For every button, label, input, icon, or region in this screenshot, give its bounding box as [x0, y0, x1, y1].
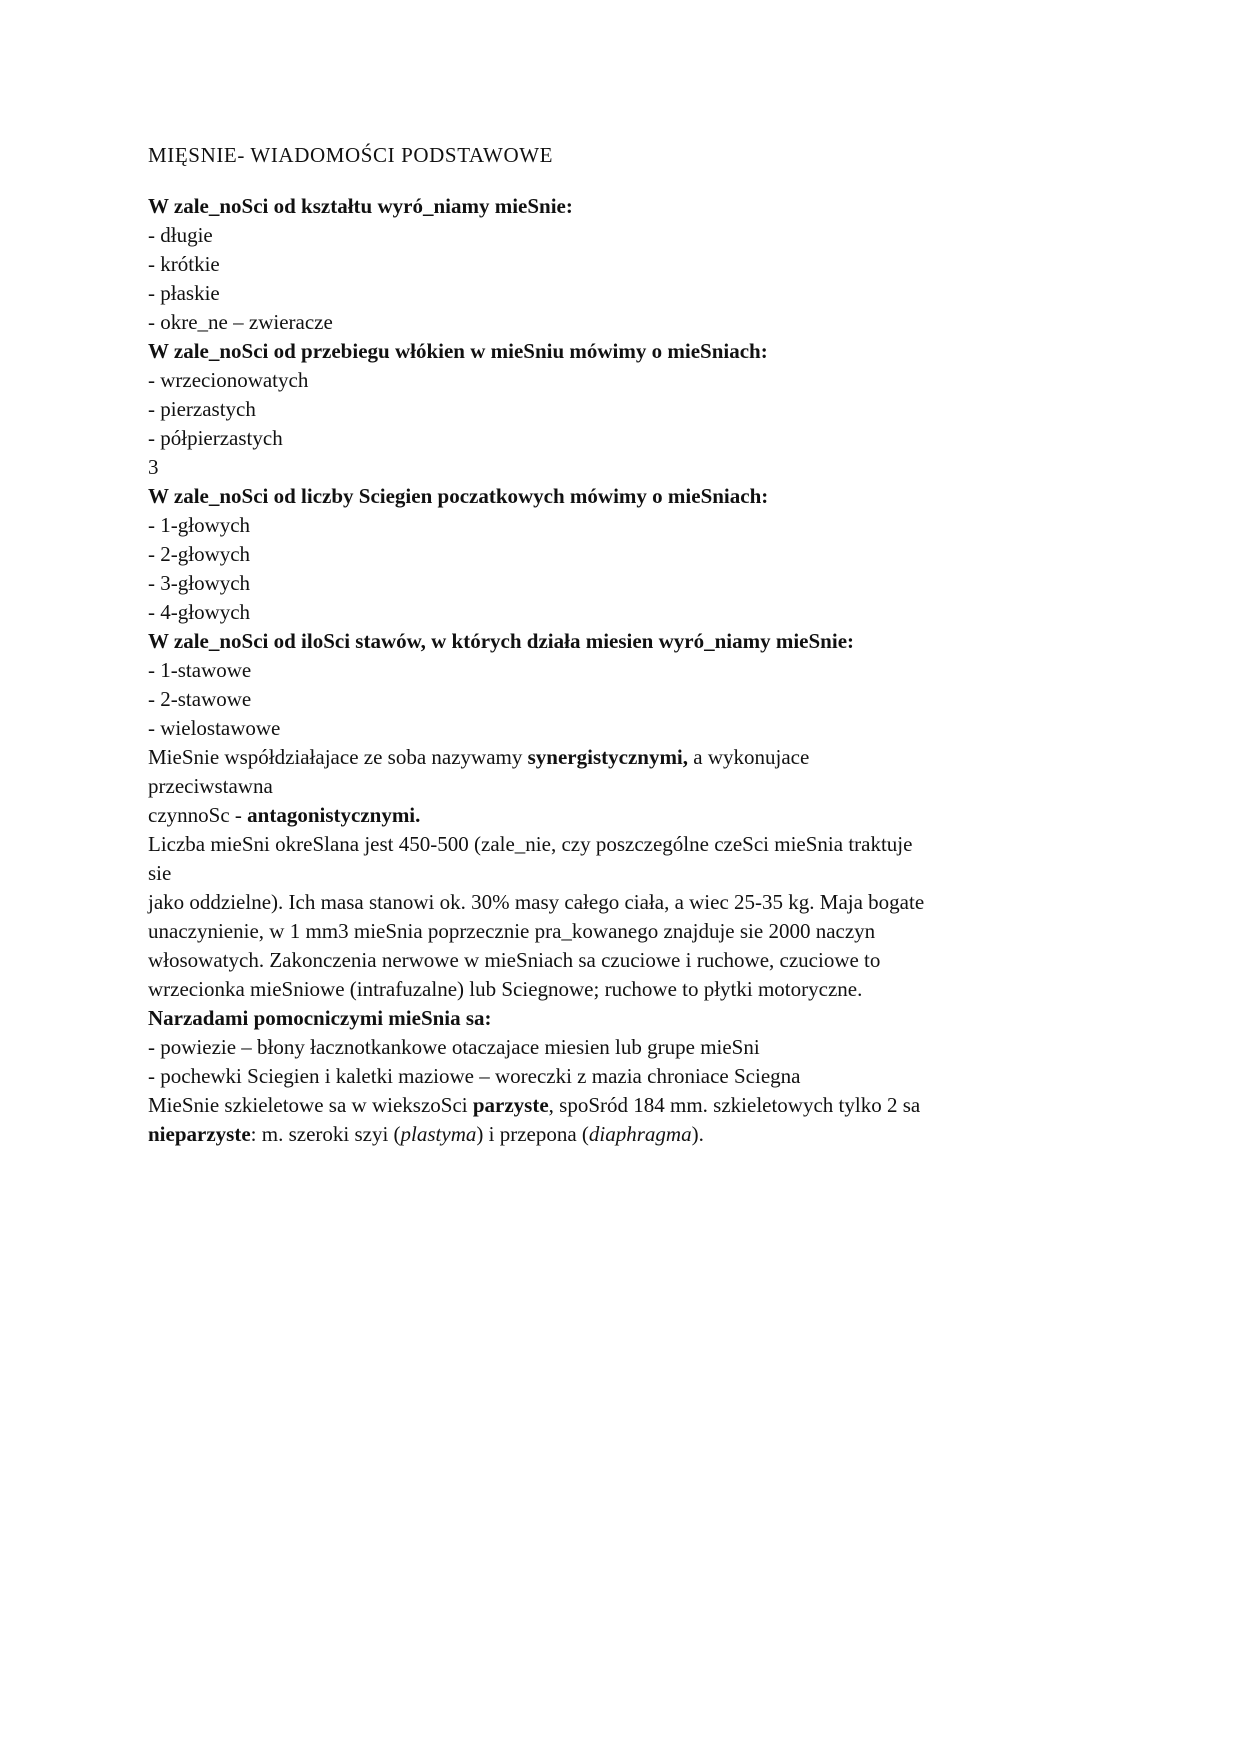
term-unpaired: nieparzyste: [148, 1122, 251, 1146]
list-item: - 1-stawowe: [148, 658, 252, 682]
text-run: a wykonujace: [688, 745, 810, 769]
text-run: , spoSród 184 mm. szkieletowych tylko 2 sa: [548, 1093, 921, 1117]
text-run: ) i przepona (: [476, 1122, 589, 1146]
list-item: - pierzastych: [148, 397, 256, 421]
section-heading-joints: W zale_noSci od iloSci stawów, w których działa miesien wyró_niamy mieSnie:: [148, 629, 855, 653]
text-run: : m. szeroki szyi (: [250, 1122, 401, 1146]
text-line: sie: [148, 861, 172, 885]
section-heading-fibers: W zale_noSci od przebiegu włókien w mieSniu mówimy o mieSniach:: [148, 339, 768, 363]
text-line: Liczba mieSni okreSlana jest 450-500 (zale_nie, czy poszczególne czeSci mieSnia traktuje: [148, 832, 913, 856]
list-item: - wrzecionowatych: [148, 368, 309, 392]
list-item: - wielostawowe: [148, 716, 281, 740]
text-run: ).: [691, 1122, 704, 1146]
text-line: przeciwstawna: [148, 774, 273, 798]
paragraph-unpaired-line: [148, 1120, 1108, 1149]
list-item: - okre_ne – zwieracze: [148, 310, 333, 334]
text-line: wrzecionka mieSniowe (intrafuzalne) lub Sciegnowe; ruchowe to płytki motoryczne.: [148, 977, 863, 1001]
list-item: - 4-głowych: [148, 600, 251, 624]
text-line: jako oddzielne). Ich masa stanowi ok. 30% masy całego ciała, a wiec 25-35 kg. Maja bogate: [148, 890, 925, 914]
text-line: unaczynienie, w 1 mm3 mieSnia poprzecznie pra_kowanego znajduje sie 2000 naczyn: [148, 919, 876, 943]
list-item: - długie: [148, 223, 213, 247]
term-synergistic: synergistycznymi,: [527, 745, 689, 769]
paragraph-paired-line: [148, 1091, 1108, 1120]
list-item: - półpierzastych: [148, 426, 283, 450]
page-number: 3: [148, 455, 159, 479]
list-item: - krótkie: [148, 252, 220, 276]
page-title: MIĘSNIE- WIADOMOŚCI PODSTAWOWE: [148, 143, 554, 167]
paragraph-synergists-line: [148, 743, 1108, 772]
text-run: czynnoSc -: [148, 803, 248, 827]
paragraph-antagonists-line: [148, 801, 1108, 830]
section-heading-accessory-organs: Narzadami pomocniczymi mieSnia sa:: [148, 1006, 492, 1030]
list-item: - 3-głowych: [148, 571, 251, 595]
text-run: MieSnie współdziałajace ze soba nazywamy: [148, 745, 528, 769]
list-item: - powiezie – błony łacznotkankowe otaczajace miesien lub grupe mieSni: [148, 1035, 760, 1059]
list-item: - 2-głowych: [148, 542, 251, 566]
text-run: MieSnie szkieletowe sa w wiekszoSci: [148, 1093, 473, 1117]
list-item: - pochewki Sciegien i kaletki maziowe – woreczki z mazia chroniace Sciegna: [148, 1064, 801, 1088]
list-item: - 1-głowych: [148, 513, 251, 537]
text-line: włosowatych. Zakonczenia nerwowe w mieSniach sa czuciowe i ruchowe, czuciowe to: [148, 948, 881, 972]
document-page: [148, 140, 1108, 1149]
list-item: - 2-stawowe: [148, 687, 252, 711]
latin-term-diaphragma: diaphragma: [588, 1122, 692, 1146]
latin-term-platysma: plastyma: [400, 1122, 477, 1146]
term-antagonistic: antagonistycznymi.: [247, 803, 421, 827]
section-heading-tendons: W zale_noSci od liczby Sciegien poczatkowych mówimy o mieSniach:: [148, 484, 769, 508]
list-item: - płaskie: [148, 281, 220, 305]
section-heading-shape: W zale_noSci od kształtu wyró_niamy mieSnie:: [148, 194, 573, 218]
term-paired: parzyste: [472, 1093, 549, 1117]
